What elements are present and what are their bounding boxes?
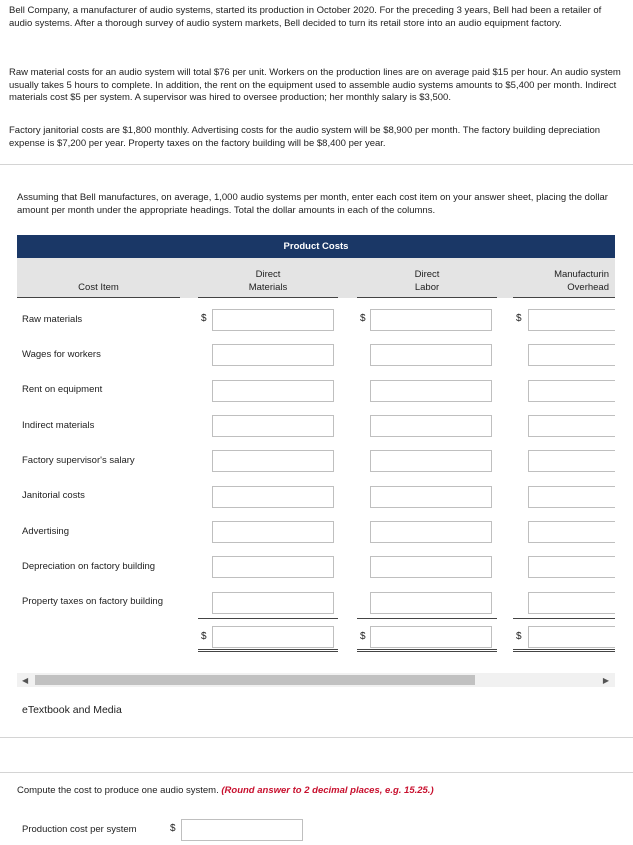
- row-label-janitorial: Janitorial costs: [22, 490, 85, 501]
- total-double-rule: [198, 649, 338, 652]
- rounding-hint: (Round answer to 2 decimal places, e.g. 15.25.): [221, 785, 434, 796]
- dl-input-advertising[interactable]: [370, 521, 492, 543]
- currency-symbol: $: [201, 313, 207, 324]
- row-label-advertising: Advertising: [22, 526, 69, 537]
- total-double-rule: [357, 649, 497, 652]
- product-costs-label: Product Costs: [283, 241, 349, 252]
- product-costs-header: [17, 235, 615, 258]
- row-label-supervisor-salary: Factory supervisor's salary: [22, 455, 135, 466]
- moh-input-indirect-materials[interactable]: [528, 415, 615, 437]
- dl-input-indirect-materials[interactable]: [370, 415, 492, 437]
- currency-symbol: $: [201, 631, 207, 642]
- scroll-left-icon[interactable]: ◀: [22, 676, 29, 685]
- dm-input-wages[interactable]: [212, 344, 334, 366]
- total-double-rule: [513, 649, 615, 652]
- dm-input-janitorial[interactable]: [212, 486, 334, 508]
- dl-input-supervisor-salary[interactable]: [370, 450, 492, 472]
- compute-prompt: Compute the cost to produce one audio system. (Round answer to 2 decimal places, e.g. 15.25.): [17, 785, 434, 796]
- dl-input-raw-materials[interactable]: [370, 309, 492, 331]
- production-cost-label: Production cost per system: [22, 824, 137, 835]
- header-underline: [357, 297, 497, 298]
- etextbook-link[interactable]: eTextbook and Media: [22, 704, 122, 716]
- moh-total-input[interactable]: [528, 626, 615, 648]
- moh-input-rent[interactable]: [528, 380, 615, 402]
- dl-input-depreciation[interactable]: [370, 556, 492, 578]
- subtotal-rule: [198, 618, 338, 619]
- dl-input-janitorial[interactable]: [370, 486, 492, 508]
- moh-input-supervisor-salary[interactable]: [528, 450, 615, 472]
- intro-paragraph-2: Raw material costs for an audio system will total $76 per unit. Workers on the production lines are on average paid $15 per hour. An audio system usually takes 5 hours to complete. In addition, the rent on the equipment used to assemble audio systems amounts to $5,400 per month. Indirect materials cost $5 per system. A supervisor was hired to oversee production; her monthly salary is $3,500.: [9, 67, 621, 103]
- moh-input-raw-materials[interactable]: [528, 309, 615, 331]
- moh-input-property-taxes[interactable]: [528, 592, 615, 614]
- moh-input-janitorial[interactable]: [528, 486, 615, 508]
- dl-total-input[interactable]: [370, 626, 492, 648]
- subtotal-rule: [357, 618, 497, 619]
- dl-input-rent[interactable]: [370, 380, 492, 402]
- row-label-depreciation: Depreciation on factory building: [22, 561, 156, 572]
- col-direct-labor: Direct Labor: [414, 269, 440, 293]
- divider: [0, 772, 633, 773]
- moh-input-wages[interactable]: [528, 344, 615, 366]
- currency-symbol: $: [516, 313, 522, 324]
- row-label-rent: Rent on equipment: [22, 384, 103, 395]
- currency-symbol: $: [360, 631, 366, 642]
- instructions: Assuming that Bell manufactures, on average, 1,000 audio systems per month, enter each cost item on your answer sheet, placing the dollar amount per month under the appropriate headings. Total the dollar amounts in each of the columns.: [17, 192, 608, 216]
- dm-total-input[interactable]: [212, 626, 334, 648]
- header-underline: [513, 297, 615, 298]
- col-cost-item: Cost Item: [78, 282, 119, 293]
- dm-input-indirect-materials[interactable]: [212, 415, 334, 437]
- divider: [0, 164, 633, 165]
- intro-paragraph-1: Bell Company, a manufacturer of audio systems, started its production in October 2020. For the preceding 3 years, Bell had been a retailer of audio systems. After a thorough survey of audio system markets, Bell decided to turn its retail store into an audio equipment factory.: [9, 5, 602, 29]
- currency-symbol: $: [516, 631, 522, 642]
- scrollbar-thumb[interactable]: [35, 675, 475, 685]
- header-underline: [17, 297, 180, 298]
- dl-input-property-taxes[interactable]: [370, 592, 492, 614]
- currency-symbol: $: [170, 823, 176, 834]
- row-label-wages: Wages for workers: [22, 349, 101, 360]
- scroll-right-icon[interactable]: ▶: [602, 676, 609, 685]
- dm-input-rent[interactable]: [212, 380, 334, 402]
- dm-input-advertising[interactable]: [212, 521, 334, 543]
- production-cost-input[interactable]: [181, 819, 303, 841]
- col-direct-materials: Direct Materials: [248, 269, 288, 293]
- row-label-property-taxes: Property taxes on factory building: [22, 596, 163, 607]
- col-manufacturing-overhead: Manufacturin Overhead: [554, 269, 609, 293]
- horizontal-scrollbar[interactable]: [17, 673, 615, 687]
- moh-input-depreciation[interactable]: [528, 556, 615, 578]
- subtotal-rule: [513, 618, 615, 619]
- currency-symbol: $: [360, 313, 366, 324]
- dm-input-raw-materials[interactable]: [212, 309, 334, 331]
- row-label-indirect-materials: Indirect materials: [22, 420, 95, 431]
- header-underline: [198, 297, 338, 298]
- moh-input-advertising[interactable]: [528, 521, 615, 543]
- row-label-raw-materials: Raw materials: [22, 314, 83, 325]
- dm-input-depreciation[interactable]: [212, 556, 334, 578]
- intro-paragraph-3: Factory janitorial costs are $1,800 monthly. Advertising costs for the audio system will be $8,900 per month. The factory building depreciation expense is $7,200 per year. Property taxes on the factory building will be $8,400 per year.: [9, 125, 601, 149]
- dm-input-property-taxes[interactable]: [212, 592, 334, 614]
- dl-input-wages[interactable]: [370, 344, 492, 366]
- dm-input-supervisor-salary[interactable]: [212, 450, 334, 472]
- divider: [0, 737, 633, 738]
